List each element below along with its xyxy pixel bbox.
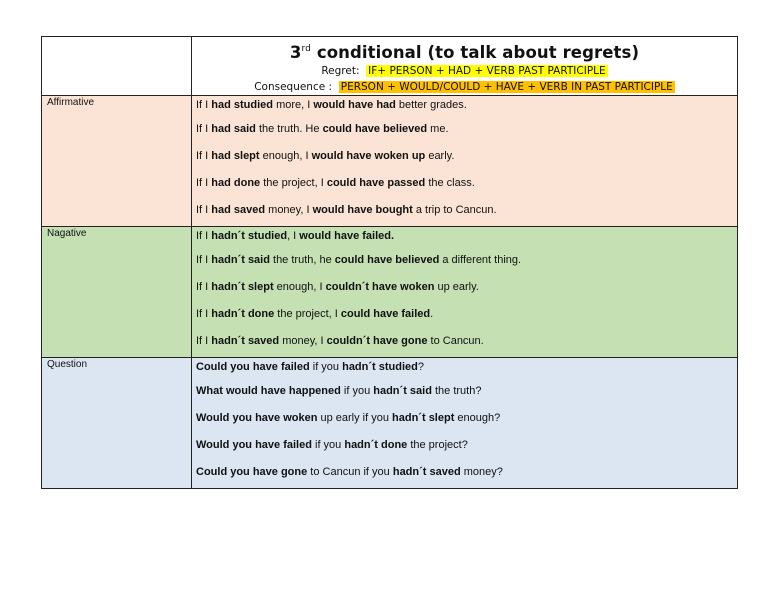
negative-examples [192, 227, 738, 358]
consequence-label: Consequence : [254, 81, 339, 93]
negative-row [42, 227, 738, 358]
sentence-bold-part: would have woken up [311, 150, 426, 162]
sentence-bold-part: hadn´t slept [392, 412, 455, 424]
sentence-bold-part: hadn´t saved [211, 335, 280, 347]
affirmative-label: Affirmative [42, 96, 192, 227]
sentence-part: the truth. He [255, 123, 323, 135]
example-sentence [196, 405, 737, 432]
sentence-part: If I [196, 150, 212, 162]
example-sentence [196, 432, 737, 459]
header-row [42, 37, 738, 96]
title-prefix: 3 [289, 43, 302, 62]
example-sentence [196, 229, 737, 243]
sentence-part: the truth? [431, 385, 482, 397]
sentence-part: If I [196, 99, 212, 111]
sentence-bold-part: hadn´t slept [211, 281, 274, 293]
sentence-bold-part: would have failed. [299, 230, 395, 242]
sentence-bold-part: had done [211, 177, 261, 189]
sentence-part: money, I [279, 335, 327, 347]
sentence-part: money? [460, 466, 503, 478]
sentence-part: better grades. [395, 99, 467, 111]
example-sentence [196, 328, 737, 355]
sentence-part: to Cancun. [427, 335, 484, 347]
sentence-bold-part: would have had [313, 99, 396, 111]
sentence-bold-part: could have passed [326, 177, 426, 189]
consequence-formula-line [192, 79, 737, 95]
sentence-part: if you [311, 439, 345, 451]
sentence-bold-part: Could you have failed [196, 361, 310, 373]
sentence-part: If I [196, 281, 212, 293]
example-sentence [196, 459, 737, 486]
example-sentence [196, 116, 737, 143]
sentence-part: more, I [273, 99, 314, 111]
sentence-part: . [430, 308, 434, 320]
sentence-bold-part: would have bought [312, 204, 413, 216]
sentence-part: If I [196, 308, 212, 320]
sentence-bold-part: hadn´t saved [392, 466, 461, 478]
sentence-bold-part: could have failed [340, 308, 431, 320]
regret-formula: IF+ PERSON + HAD + VERB PAST PARTICIPLE [368, 65, 606, 77]
affirmative-row [42, 96, 738, 227]
sentence-part: If I [196, 204, 212, 216]
sentence-part: money, I [265, 204, 313, 216]
title-rest: conditional (to talk about regrets) [310, 43, 640, 62]
sentence-bold-part: What would have happened [196, 385, 341, 397]
sentence-part: If I [196, 123, 212, 135]
sentence-part: a different thing. [439, 254, 522, 266]
title-superscript: rd [301, 44, 311, 54]
sentence-bold-part: Could you have gone [196, 466, 308, 478]
sentence-part: me. [427, 123, 449, 135]
sentence-part: If I [196, 254, 212, 266]
sentence-bold-part: could have believed [334, 254, 440, 266]
regret-label: Regret: [321, 65, 367, 77]
question-examples [192, 358, 738, 489]
example-sentence [196, 301, 737, 328]
example-sentence [196, 360, 737, 374]
sentence-bold-part: had studied [211, 99, 274, 111]
question-row [42, 358, 738, 489]
conditional-table [41, 36, 738, 489]
sentence-part: If I [196, 177, 212, 189]
affirmative-examples [192, 96, 738, 227]
header-empty-cell [42, 37, 192, 96]
sentence-part: ? [417, 361, 424, 373]
sentence-bold-part: Would you have woken [196, 412, 318, 424]
sentence-part: a trip to Cancun. [412, 204, 497, 216]
sentence-part: enough? [454, 412, 501, 424]
page-title [192, 39, 737, 63]
sentence-part: If I [196, 230, 212, 242]
example-sentence [196, 274, 737, 301]
example-sentence [196, 378, 737, 405]
sentence-bold-part: had slept [211, 150, 260, 162]
sentence-part: if you [340, 385, 374, 397]
sentence-part: If I [196, 335, 212, 347]
sentence-part: up early. [434, 281, 479, 293]
sentence-part: , I [287, 230, 300, 242]
sentence-part: early. [425, 150, 455, 162]
sentence-part: the project, I [274, 308, 341, 320]
sentence-bold-part: had saved [211, 204, 266, 216]
example-sentence [196, 98, 737, 112]
sentence-bold-part: could have believed [322, 123, 428, 135]
sentence-part: the class. [425, 177, 475, 189]
sentence-part: the project? [407, 439, 468, 451]
sentence-bold-part: Would you have failed [196, 439, 312, 451]
sentence-part: if you [309, 361, 343, 373]
sentence-part: the project, I [260, 177, 327, 189]
sentence-bold-part: couldn´t have woken [325, 281, 435, 293]
sentence-bold-part: hadn´t done [211, 308, 275, 320]
sentence-bold-part: hadn´t said [211, 254, 270, 266]
sentence-bold-part: hadn´t done [344, 439, 408, 451]
example-sentence [196, 143, 737, 170]
example-sentence [196, 247, 737, 274]
regret-formula-line [192, 63, 737, 79]
question-label: Question [42, 358, 192, 489]
example-sentence [196, 197, 737, 224]
sentence-part: enough, I [273, 281, 326, 293]
sentence-part: up early if you [317, 412, 393, 424]
sentence-bold-part: had said [211, 123, 256, 135]
sentence-part: enough, I [259, 150, 312, 162]
example-sentence [196, 170, 737, 197]
sentence-part: to Cancun if you [307, 466, 393, 478]
sentence-bold-part: hadn´t said [373, 385, 432, 397]
header-cell [192, 37, 738, 96]
sentence-bold-part: hadn´t studied [342, 361, 418, 373]
consequence-formula: PERSON + WOULD/COULD + HAVE + VERB IN PAST PARTICIPLE [340, 81, 673, 93]
sentence-part: the truth, he [269, 254, 335, 266]
sentence-bold-part: couldn´t have gone [326, 335, 428, 347]
sentence-bold-part: hadn´t studied [211, 230, 288, 242]
negative-label: Nagative [42, 227, 192, 358]
